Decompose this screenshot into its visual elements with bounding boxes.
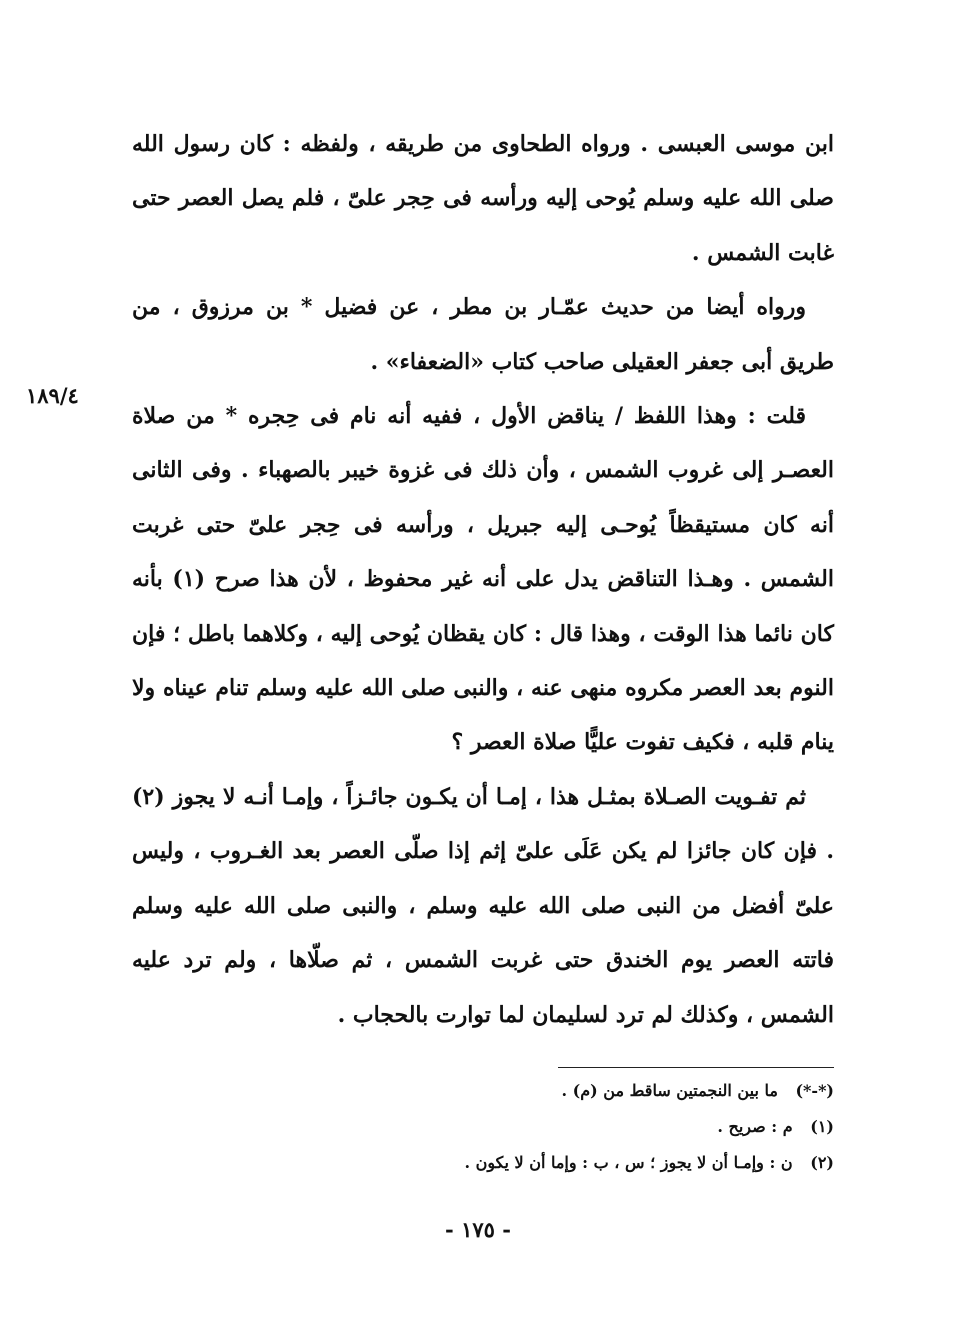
page-number: - ١٧٥ - bbox=[445, 1217, 511, 1242]
footnote-text: م : صريح . bbox=[717, 1117, 793, 1136]
footnote-item bbox=[300, 1073, 834, 1109]
footnote-text: ن : وإمـا أن لا يجوز ؛ س ، ب : وإما أن لا يكون . bbox=[464, 1153, 793, 1172]
footnote-text: ما بين النجمتين ساقط من (م) . bbox=[561, 1081, 778, 1100]
footnote-marker: (٢) bbox=[810, 1153, 834, 1172]
margin-volume-page-reference: ١٨٩/٤ bbox=[26, 383, 79, 408]
main-text bbox=[132, 117, 834, 1042]
paragraph-1: ابن موسى العبسى . ورواه الطحاوى من طريقه ، ولفظه : كان رسول الله صلى الله عليه وسلم يُوحى إليه ورأسه فى حِجر علىّ ، فلم يصل العصر حتى غابت الشمس . bbox=[132, 131, 834, 266]
paragraph-4: ثم تفـويت الصـلاة بمثـل هذا ، إمـا أن يكـون جائـزاً ، وإمـا أنـه لا يجوز (٢) . فإن كان جائزا لم يكن عَلَى علىّ إثم إذا صلّى العصر بعد الغـروب ، وليس علىّ أفضل من النبى صلى الله عليه وسلم ، والنبى صلى الله عليه وسلم فاتته العصر يوم الخندق حتى غربت الشمس ، ثم صلّاها ، ولم ترد عليه الشمس ، وكذلك لم ترد لسليمان لما توارت بالحجاب . bbox=[132, 783, 834, 1028]
footnote-item bbox=[300, 1145, 834, 1181]
footnote-marker: (١) bbox=[810, 1117, 834, 1136]
footnotes bbox=[300, 1073, 834, 1181]
footnote-divider bbox=[558, 1067, 834, 1068]
footnote-item bbox=[300, 1109, 834, 1145]
footnote-marker: (*-*) bbox=[795, 1081, 834, 1100]
paragraph-2: ورواه أيضا من حديث عمّـار بن مطر ، عن فضيل * بن مرزوق ، من طريق أبى جعفر العقيلى صاحب كتاب «الضعفاء» . bbox=[132, 294, 834, 375]
paragraph-3: قلت : وهذا اللفظ / يناقض الأول ، ففيه أنه نام فى حِجره * من صلاة العصـر إلى غروب الشمس ، وأن ذلك فى غزوة خيبر بالصهباء . وفى الثانى أنه كان مستيقظاً يُوحـى إليه جبريل ، ورأسه فى حِجر علىّ حتى غربت الشمس . وهـذا التناقض يدل على أنه غير محفوظ ، لأن هذا صرح (١) بأنه كان نائما هذا الوقت ، وهذا قال : كان يقظان يُوحى إليه ، وكلاهما باطل ؛ فإن النوم بعد العصر مكروه منهى عنه ، والنبى صلى الله عليه وسلم تنام عيناه ولا ينام قلبه ، فكيف تفوت عليًّا صلاة العصر ؟ bbox=[132, 403, 835, 756]
